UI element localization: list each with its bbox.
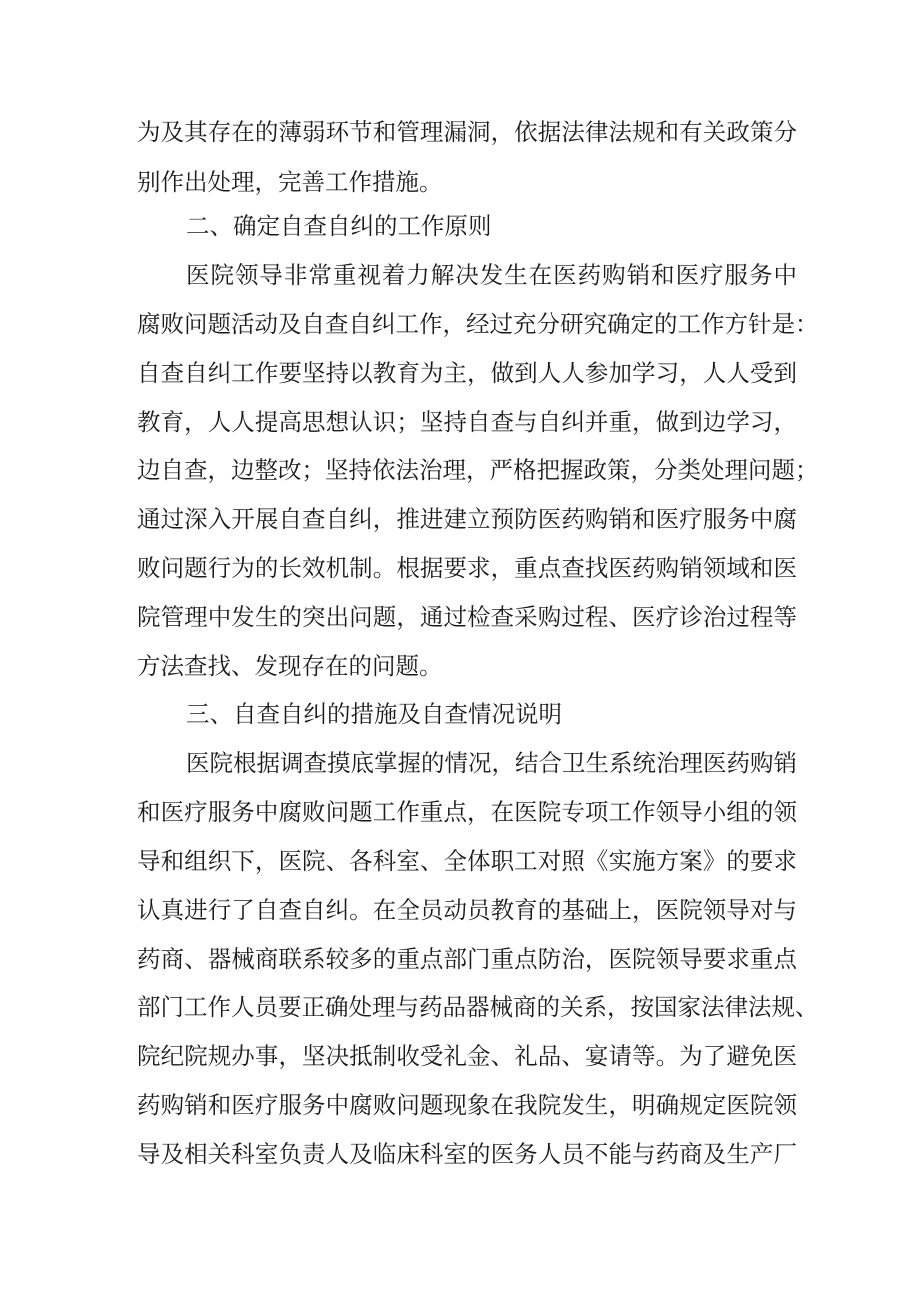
section-heading-2: 二、确定自查自纠的工作原则 [186,212,492,240]
text-line-4: 医院领导非常重视着力解决发生在医药购销和医疗服务中 [186,261,797,289]
text-line-9: 通过深入开展自查自纠，推进建立预防医药购销和医疗服务中腐 [137,505,797,533]
section-heading-3: 三、自查自纠的措施及自查情况说明 [186,700,562,728]
text-line-16: 导和组织下，医院、各科室、全体职工对照《实施方案》的要求 [137,847,797,875]
text-line-21: 药购销和医疗服务中腐败问题现象在我院发生，明确规定医院领 [137,1091,797,1119]
text-line-8: 边自查，边整改；坚持依法治理，严格把握政策，分类处理问题； [137,456,819,484]
text-line-20: 院纪院规办事，坚决抵制收受礼金、礼品、宴请等。为了避免医 [137,1042,797,1070]
text-line-7: 教育，人人提高思想认识；坚持自查与自纠并重，做到边学习， [137,408,797,436]
text-line-12: 方法查找、发现存在的问题。 [137,652,443,680]
text-line-17: 认真进行了自查自纠。在全员动员教育的基础上，医院领导对与 [137,896,797,924]
text-line-5: 腐败问题活动及自查自纠工作，经过充分研究确定的工作方针是： [137,310,819,338]
text-line-10: 败问题行为的长效机制。根据要求，重点查找医药购销领域和医 [137,554,797,582]
text-line-1: 为及其存在的薄弱环节和管理漏洞，依据法律法规和有关政策分 [137,118,797,146]
text-line-14: 医院根据调查摸底掌握的情况，结合卫生系统治理医药购销 [186,749,797,777]
text-line-6: 自查自纠工作要坚持以教育为主，做到人人参加学习，人人受到 [137,359,797,387]
text-line-22: 导及相关科室负责人及临床科室的医务人员不能与药商及生产厂 [137,1140,797,1168]
text-line-11: 院管理中发生的突出问题，通过检查采购过程、医疗诊治过程等 [137,603,797,631]
text-line-2: 别作出处理，完善工作措施。 [137,168,443,196]
text-line-18: 药商、器械商联系较多的重点部门重点防治，医院领导要求重点 [137,945,797,973]
text-line-19: 部门工作人员要正确处理与药品器械商的关系，按国家法律法规、 [137,993,819,1021]
text-line-15: 和医疗服务中腐败问题工作重点，在医院专项工作领导小组的领 [137,798,797,826]
